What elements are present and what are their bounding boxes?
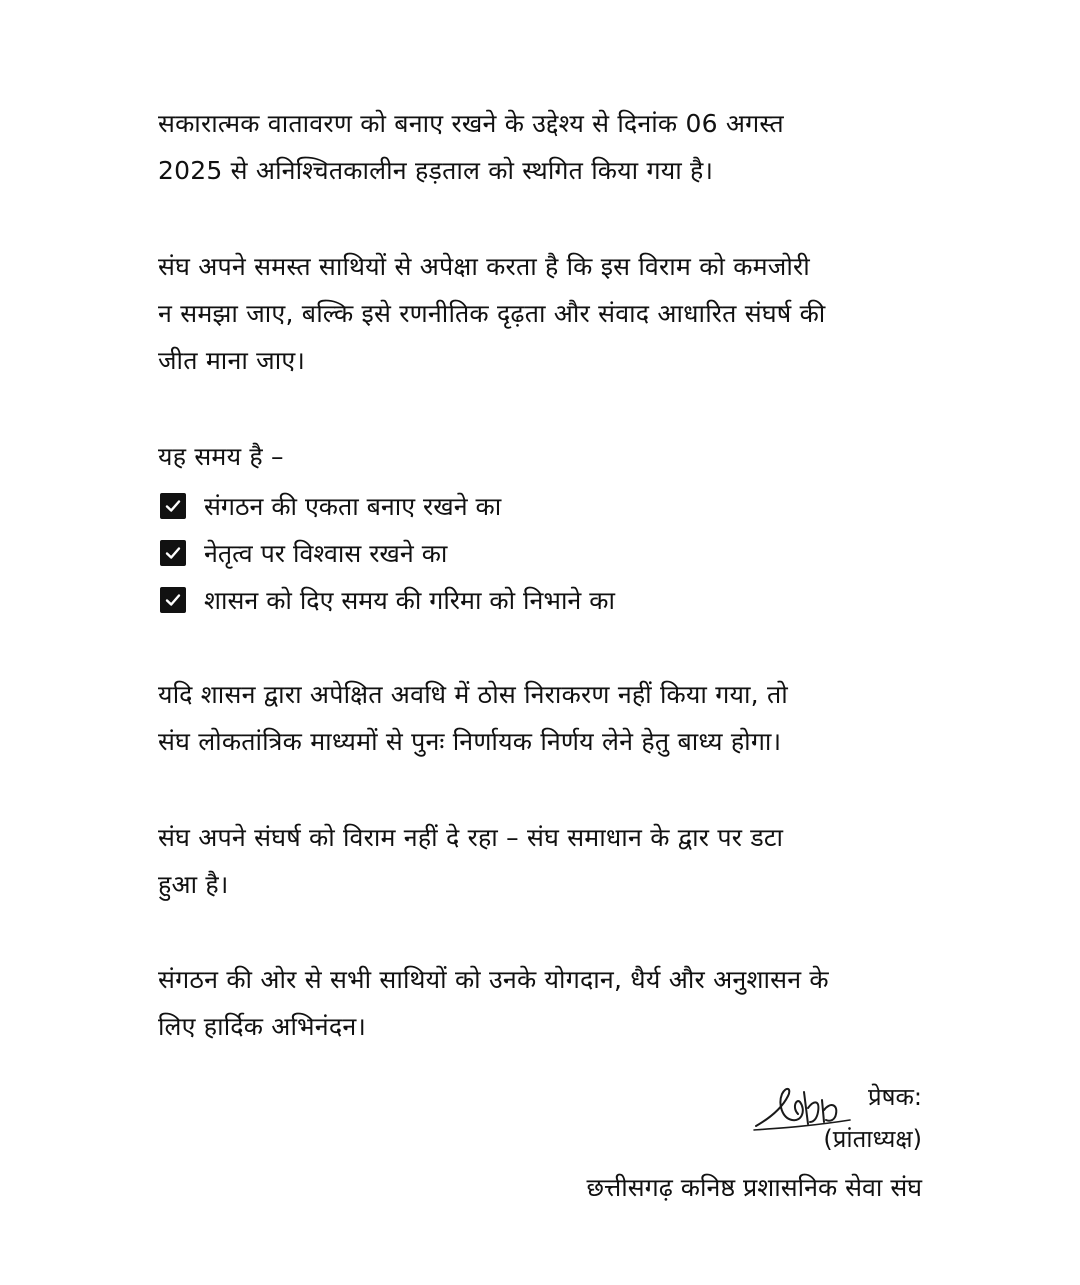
checklist-item [160, 482, 615, 529]
checklist-item-label: शासन को दिए समय की गरिमा को निभाने का [204, 585, 615, 615]
paragraph-line: लिए हार्दिक अभिनंदन। [158, 1012, 367, 1041]
paragraph-strike-postponed [158, 100, 928, 194]
checked-box-icon [160, 493, 186, 519]
sender-label: प्रेषक: [867, 1083, 922, 1111]
checklist [160, 482, 615, 623]
paragraph-warning [158, 671, 928, 765]
checklist-item [160, 529, 615, 576]
sender-block [823, 1076, 922, 1160]
paragraph-line: यदि शासन द्वारा अपेक्षित अवधि में ठोस निराकरण नहीं किया गया, तो [158, 680, 788, 709]
paragraph-line: यह समय है – [158, 442, 284, 471]
paragraph-this-is-time [158, 433, 928, 480]
paragraph-line: जीत माना जाए। [158, 346, 306, 375]
checked-box-icon [160, 587, 186, 613]
paragraph-line: न समझा जाए, बल्कि इसे रणनीतिक दृढ़ता और संवाद आधारित संघर्ष की [158, 299, 826, 328]
checklist-item [160, 576, 615, 623]
paragraph-expectation [158, 243, 928, 384]
paragraph-gratitude [158, 956, 928, 1050]
paragraph-line: संघ अपने समस्त साथियों से अपेक्षा करता है कि इस विराम को कमजोरी [158, 252, 810, 281]
paragraph-line: संघ लोकतांत्रिक माध्यमों से पुनः निर्णायक निर्णय लेने हेतु बाध्य होगा। [158, 727, 782, 756]
paragraph-line: संगठन की ओर से सभी साथियों को उनके योगदान, धैर्य और अनुशासन के [158, 965, 829, 994]
paragraph-line: 2025 से अनिश्चितकालीन हड़ताल को स्थगित किया गया है। [158, 156, 714, 185]
sender-designation: (प्रांताध्यक्ष) [823, 1125, 922, 1153]
paragraph-line: सकारात्मक वातावरण को बनाए रखने के उद्देश्य से दिनांक 06 अगस्त [158, 109, 784, 138]
checklist-item-label: नेतृत्व पर विश्वास रखने का [204, 538, 448, 568]
checklist-item-label: संगठन की एकता बनाए रखने का [204, 491, 502, 521]
paragraph-line: संघ अपने संघर्ष को विराम नहीं दे रहा – संघ समाधान के द्वार पर डटा [158, 823, 784, 852]
checked-box-icon [160, 540, 186, 566]
paragraph-struggle-continues [158, 814, 928, 908]
paragraph-line: हुआ है। [158, 870, 229, 899]
organization-name: छत्तीसगढ़ कनिष्ठ प्रशासनिक सेवा संघ [586, 1173, 922, 1202]
